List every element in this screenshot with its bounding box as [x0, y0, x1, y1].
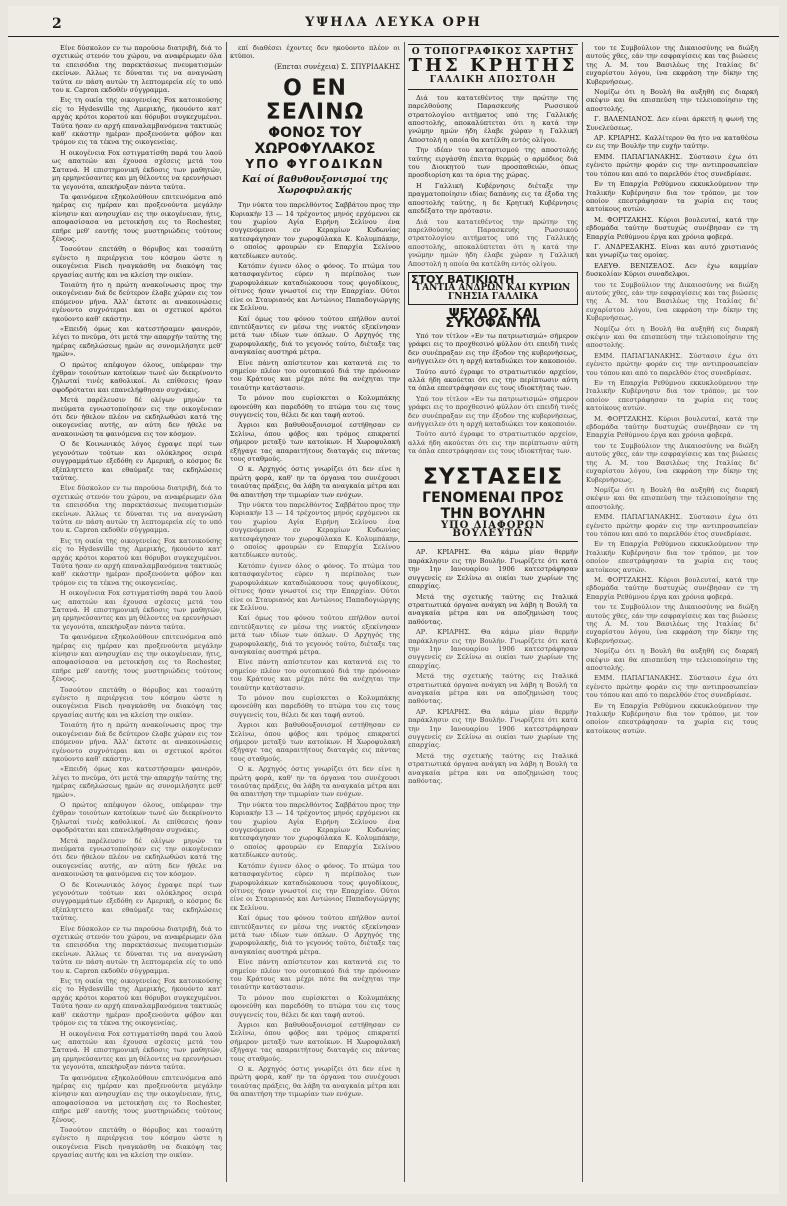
column-divider	[582, 42, 583, 1182]
article-paragraph: Άγριοι και βαθυθουξονισμοί εστήθησαν εν Σελίνω, όπου φόβος και τρόμος επικρατεί σήμερον μεταξύ των κατοίκων. Η Χωροφυλακή εξήγαγε τας απαραιτήτους διαταγάς εις πάντας τους σταθμούς.	[230, 1021, 400, 1063]
article-paragraph: Ο κ. Αρχηγός όστις γνωρίζει ότι δεν είνε η πρώτη φορά, καθ' ην τα όργανα του συνέχουσι τοιαύτας πράξεις, θα λάβη τα αναγκαία μέτρα και θα απαιτήση την τιμωρίαν των ενόχων.	[230, 765, 400, 799]
article-paragraph: ΑΡ. ΚΡΙΑΡΗΣ. Θα κάμω μίαν θερμήν παράκλησιν εις την Βουλήν. Γνωρίζετε ότι κατά την 1ην Ιανουαρίου 1906 κατεστράφησαν συγγενείς εν Σελίνω αι οικίαι των χωρίων της επαρχίας.	[408, 628, 578, 670]
article-paragraph: Μετά παρέλευσιν δέ ολίγων μηνών τα πνεύματα εγνωστοποίησαν εις την οικογένειαν ότι δεν ήθελον πλέον να εκδηλωθώσι κατά της οικογενείας αυτής, αν αύτη δεν ήθελε να ανακοινώση τα φαινόμενα εις τον κόσμον.	[52, 836, 222, 879]
advertisement-box	[408, 272, 578, 305]
article-paragraph: Το μόνον που ευρίσκεται ο Κολυμπάκης εφονεύθη και παρεδόθη το πτώμα του εις τους συγγενείς του, θέλει δε και ταφή αυτού.	[230, 993, 400, 1019]
column-4	[586, 44, 758, 1184]
article-paragraph: Είνε πάντη απίστευτον και καταντά εις το σημείον πλέον του ουτοπικού διά την πρόνοιαν του Κράτους και μέχρι πότε θα ανέχηται την τοιαύτην κατάστασιν.	[230, 358, 400, 392]
article-paragraph: Εν τη Επαρχία Ρεθύμνου εκκυκλούμενον την Ιταλικήν Κυβέρνησιν δια τον τρόπον, με τον οποίον επεστράφησαν τα χωρία εις τους κατοίκους αυτών.	[586, 379, 758, 413]
headline-fygodikon: ΥΠΟ ΦΥΓΟΔΙΚΩΝ	[245, 157, 385, 172]
ad-shop-name: ΣΤΟΥ ΒΑΤΙΚΙΩΤΗ	[411, 272, 515, 286]
article-paragraph: Τούτο αυτό έγραφε το στρατιωτικόν αρχείον, αλλά ήδη ακούεται ότι εις την περίπτωσιν αύτη τα όπλα επεστράφησαν εις τους ιδιοκτήτας των.	[408, 430, 578, 456]
article-paragraph: Νομίζω ότι η Βουλή θα αυξηθή εις διαρκή σκέψιν και θα επισπεύση την τελειοποίησιν της αποστολής.	[586, 88, 758, 113]
article-paragraph: Τα φαινόμενα εξηκολούθουν επιτεινόμενα από ημέρας εις ημέραν και προξενούντα μεγάλην κίνησιν και ανησυχίαν εις την οικογένειαν, ήτις, αποφασίσασα να μετοικήση εις το Rochester, επήρε μεθ' εαυτής τους μυστηριώδεις τούτους ξένους.	[52, 633, 222, 684]
article-paragraph: Το μόνον που ευρίσκεται ο Κολυμπάκης εφονεύθη και παρεδόθη το πτώμα του εις τους συγγενείς του, θέλει δε και ταφή αυτού.	[230, 693, 400, 719]
article-paragraph: Νομίζω ότι η Βουλή θα αυξηθή εις διαρκή σκέψιν και θα επισπεύση την τελειοποίησιν της αποστολής.	[586, 647, 758, 673]
headline-galliki: ΓΑΛΛΙΚΗ ΑΠΟΣΤΟΛΗ	[429, 75, 557, 86]
article-paragraph: «Επειδή όμως και κατεστήσαμεν φανερόν, λέγει το πνεύμα, ότι μετά την απαρχήν ταύτης της ημέρας εκδηλώσεως ημών ας συνομιλήσητε μεθ' ημών».	[52, 325, 222, 359]
article-paragraph: Υπό τον τίτλον «Εν τω πατριωτισμώ» σήμερον γράφει εις το προχθεσινό φύλλον ότι επειδή τινές δεν συνέπραξαν εις την έξοδον της κυβερνήσεως, ανήγγειλεν ότι η αρχή καταδιώκει τον κακοποιόν.	[408, 331, 578, 366]
article-paragraph: ΑΡ. ΚΡΙΑΡΗΣ. Καλλίτερον θα ήτο να καταθέσω εν εις την Βουλήν την ευχήν ταύτην.	[586, 134, 758, 151]
article-paragraph: Άγριοι και βαθυθουξονισμοί εστήθησαν εν Σελίνω, όπου φόβος και τρόμος επικρατεί σήμερον μεταξύ των κατοίκων. Η Χωροφυλακή εξήγαγε τας απαραιτήτους διαταγάς εις πάντας τους σταθμούς.	[230, 721, 400, 763]
article-paragraph: Τα φαινόμενα εξηκολούθουν επιτεινόμενα από ημέρας εις ημέραν και προξενούντα μεγάλην κίνησιν και ανησυχίαν εις την οικογένειαν, ήτις, αποφασίσασα να μετοικήση εις το Rochester, επήρε μεθ' εαυτής τους μυστηριώδεις τούτους ξένους.	[52, 1073, 222, 1124]
headline-pseudos: ΨΕΥΔΟΣ ΚΑΙ ΣΥΚΟΦΑΝΤΙΑ	[445, 307, 541, 331]
article-paragraph: Ο κ. Αρχηγός όστις γνωρίζει ότι δεν είνε η πρώτη φορά, καθ' ην τα όργανα του συνέχουσι τοιαύτας πράξεις, θα λάβη τα αναγκαία μέτρα και θα απαιτήση την τιμωρίαν των ενόχων.	[230, 465, 400, 499]
article-paragraph: Ο πρώτος απέφυγον όλους, υπέφεραν την έχθραν τοιούτων κατοίκων τωνέ ών διεκρίνοντο ζηλωταί τινές καθολικοί. Αι επίθεσεις ήσαν σφοδρόταται και επανελήφθησαν συχνάκις.	[52, 800, 222, 835]
article-paragraph: Τοσούτον επετάθη ο θόρυβος και τοσαύτη εγένετο η περιέργεια του κόσμου ώστε η οικογένεια Fisch ηναγκάσθη να διακόψη τας εργασίας αυτής και να κλείση την οικίαν.	[52, 685, 222, 719]
subheadline: Καί οί βαθυθουξονισμοί της Χωροφυλακής	[242, 175, 388, 197]
article-paragraph: Ο πρώτος απέφυγον όλους, υπέφεραν την έχθραν τοιούτων κατοίκων τωνέ ών διεκρίνοντο ζηλωταί τινές καθολικοί. Αι επίθεσεις ήσαν σφοδρόταται και επανελήφθησαν συχνάκις.	[52, 360, 222, 394]
article-paragraph: ΕΜΜ. ΠΑΠΑΓΙΑΝΑΚΗΣ. Σύστασιν έχω ότι εγένετο πρώτην φοράν εις την αντιπροσωπείαν του τόπου και από το παρελθόν έτος συνεδρίασε.	[586, 513, 758, 538]
article-paragraph: Τοιαύτη ήτο η πρώτη ανακοίνωσις προς την οικογένειαν διά δε δεύτερον έλαβε χώραν εις τον επόμενον μήνα. Άλλ' έκτοτε αι ανακοινώσεις εγένοντο συχνότεραι και οι σχετικοί κρότοι ηκούοντο καθ' εκάστην.	[52, 721, 222, 763]
article-paragraph: Τοσούτον επετάθη ο θόρυβος και τοσαύτη εγένετο η περιέργεια του κόσμου ώστε η οικογένεια Fisch ηναγκάσθη να διακόψη τας εργασίας αυτής και να κλείση την οικίαν.	[52, 1125, 222, 1160]
column-2	[230, 44, 400, 1184]
article-paragraph: τον τε Συμβούλιον της Δικαιοσύνης να διώξη αυτούς χθες, εάν την εσφραγίσεις και τας βιώσεις της Α. Μ. του Βασιλέως της Ιταλίας δι' ευχαρίστου λόγου, ίνα εκφράση την δίκην της Κυβερνήσεως.	[586, 603, 758, 645]
headline-systaseis: ΣΥΣΤΑΣΕΙΣ	[422, 464, 564, 490]
paper-title: ΥΨΗΛΑ ΛΕΥΚΑ ΟΡΗ	[305, 15, 482, 30]
article-paragraph: Μετά παρέλευσιν δέ ολίγων μηνών τα πνεύματα εγνωστοποίησαν εις την οικογένειαν ότι δεν ήθελον πλέον να εκδηλωθώσι κατά της οικογενείας αυτής, αν αύτη δεν ήθελε να ανακοινώση τα φαινόμενα εις τον κόσμον.	[52, 396, 222, 438]
article-paragraph: ΕΜΜ. ΠΑΠΑΓΙΑΝΑΚΗΣ. Σύστασιν έχω ότι εγένετο πρώτην φοράν εις την αντιπροσωπείαν του τόπου και από το παρελθόν έτος συνεδρίασε.	[586, 152, 758, 178]
newspaper-page	[8, 6, 779, 1194]
article-paragraph: Η οικογένεια Fox εστιγματίσθη παρά του λαού ως απατεών και έχουσα σχέσεις μετά του Σατανά. Η επιστημονική έκδοσις των μαθητών, μη ερμηνεύσαντες και μη θέλοντες να ερευνήσωσι τα γεγονότα, απεκήρυξαν πάντα ταύτα.	[52, 148, 222, 191]
headline-box	[408, 44, 578, 90]
article-signature: (Επεται συνέχεια) Σ. ΣΠΥΡΙΔΑΚΗΣ	[274, 62, 400, 71]
article-paragraph: ΕΜΜ. ΠΑΠΑΓΙΑΝΑΚΗΣ. Σύστασιν έχω ότι εγένετο πρώτην φοράν εις την αντιπροσωπείαν του τόπου και από το παρελθόν έτος συνεδρίασε.	[586, 351, 758, 377]
article-paragraph: Μετά της σχετικής ταύτης εις Ιταλικά στρατιωτικά όργανα ανάγκη να λάβη η Βουλή τα αναγκαία μέτρα και να αποζημιώση τους παθόντας.	[408, 592, 578, 626]
article-paragraph: ΕΜΜ. ΠΑΠΑΓΙΑΝΑΚΗΣ. Σύστασιν έχω ότι εγένετο πρώτην φοράν εις την αντιπροσωπείαν του τόπου και από το παρελθόν έτος συνεδρίασε.	[586, 674, 758, 700]
article-paragraph: Τοσούτον επετάθη ο θόρυβος και τοσαύτη εγένετο η περιέργεια του κόσμου ώστε η οικογένεια Fisch ηναγκάσθη να διακόψη τας εργασίας αυτής και να κλείση την οικίαν.	[52, 245, 222, 279]
article-paragraph: Η οικογένεια Fox εστιγματίσθη παρά του λαού ως απατεών και έχουσα σχέσεις μετά του Σατανά. Η επιστημονική έκδοσις των μαθητών, μη ερμηνεύσαντες και μη θέλοντες να ερευνήσωσι τα γεγονότα, απεκήρυξαν πάντα ταύτα.	[52, 589, 222, 631]
headline-selino: Ο ΕΝ ΣΕΛΙΝΩ	[265, 76, 365, 126]
headline-kritis: ΤΗΣ ΚΡΗΤΗΣ	[408, 55, 578, 77]
article-paragraph: Διά του κατατεθέντος την πρώτην της παρελθούσης Παρασκευής Ρωσσικού στρατολογίου αιτήματος υπό της Γαλλικής αποστολής, αποκαλύπτεται ότι η κατά την γνώμην ημών ήδη έλαβε χώραν η Γαλλική Αποστολή η οποία θα κατέλθη εντός ολίγου.	[408, 93, 578, 144]
article-paragraph: Γ. ΑΝΔΡΕΣΑΚΗΣ. Είναι και αυτό χριστιανός και γνωρίζω τας ομοίας.	[586, 242, 758, 260]
article-paragraph: Τα φαινόμενα εξηκολούθουν επιτεινόμενα από ημέρας εις ημέραν και προξενούντα μεγάλην κίνησιν και ανησυχίαν εις την οικογένειαν, ήτις, αποφασίσασα να μετοικήση εις το Rochester, επήρε μεθ' εαυτής τους μυστηριώδεις τούτους ξένους.	[52, 192, 222, 243]
headline-topografikos: Ο ΤΟΠΟΓΡΑΦΙΚΟΣ ΧΑΡΤΗΣ	[411, 47, 575, 57]
article-paragraph: Είνε δύσκολον εν τω παρούσω διατριβή, διά το σχετικώς στενόν του χώρου, να αναφέρωμεν όλα τα επεισόδια της παρεκτάσεως πνευματισμών εκείνων. Άλλως τε δύναται τις να αναγνώση ταύτα εν πάση αυτών τη λεπτομερεία είς το υπό του κ. Capron εκδοθέν σύγγραμμα.	[52, 44, 222, 95]
article-paragraph: Υπό τον τίτλον «Εν τω πατριωτισμώ» σήμερον γράφει εις το προχθεσινό φύλλον ότι επειδή τινές δεν συνέπραξαν εις την έξοδον της κυβερνήσεως, ανήγγειλεν ότι η αρχή καταδιώκει τον κακοποιόν.	[408, 394, 578, 429]
article-paragraph: Η οικογένεια Fox εστιγματίσθη παρά του λαού ως απατεών και έχουσα σχέσεις μετά του Σατανά. Η επιστημονική έκδοσις των μαθητών, μη ερμηνεύσαντες και μη θέλοντες να ερευνήσωσι τα γεγονότα, απεκήρυξαν πάντα ταύτα.	[52, 1029, 222, 1072]
column-1	[52, 44, 222, 1184]
article-paragraph: ΑΡ. ΚΡΙΑΡΗΣ. Θα κάμω μίαν θερμήν παράκλησιν εις την Βουλήν. Γνωρίζετε ότι κατά την 1ην Ιανουαρίου 1906 κατεστράφησαν συγγενείς εν Σελίνω αι οικίαι των χωρίων της επαρχίας.	[408, 707, 578, 750]
article-paragraph: Κατόπιν έγινεν όλος ο φόνος. Το πτώμα του κατασφαγέντος εύρεν η περίπολος των χωροφυλάκων καταδιώκουσα τους φυγοδίκους, οίτινες ήσαν γνωστοί εις την Επαρχίαν. Ούτοι είνε οι Σταυριανός και Αντώνιος Παπαδογιώργης εκ Σελίνου.	[230, 561, 400, 612]
article-paragraph: Ο δε Κοινωνικός λόγος έγραψε περί των γεγονότων τούτων και ολόκληρος σειρά συγγραμμάτων εξεδόθη εν Αμερική, ο κόσμος δε εξέπληττετο και εθαύμαζε τας εκδηλώσεις ταύτας.	[52, 880, 222, 923]
column-divider	[404, 42, 405, 1182]
article-paragraph: Εν τη Επαρχία Ρεθύμνου εκκυκλούμενον την Ιταλικήν Κυβέρνησιν δια τον τρόπον, με τον οποίον επεστράφησαν τα χωρία εις τους κατοίκους αυτών.	[586, 180, 758, 214]
article-paragraph: Τούτο αυτό έγραφε το στρατιωτικόν αρχείον, αλλά ήδη ακούεται ότι εις την περίπτωσιν αύτη τα όπλα επεστράφησαν εις τους ιδιοκτήτας των.	[408, 367, 578, 393]
article-paragraph: Ο δε Κοινωνικός λόγος έγραψε περί των γεγονότων τούτων και ολόκληρος σειρά συγγραμμάτων εξεδόθη εν Αμερική, ο κόσμος δε εξέπληττετο και εθαύμαζε τας εκδηλώσεις ταύτας.	[52, 440, 222, 482]
article-paragraph: Ο κ. Αρχηγός όστις γνωρίζει ότι δεν είνε η πρώτη φορά, καθ' ην τα όργανα του συνέχουσι τοιαύτας πράξεις, θα λάβη τα αναγκαία μέτρα και θα απαιτήση την τιμωρίαν των ενόχων.	[230, 1065, 400, 1099]
article-paragraph: Καί όμως του φόνου τούτου επήλθον αυτοί επιτεύξαντες εν μέσω της νυκτός εξεκίνησαν μετά των ιδίων των όπλων. Ο Αρχηγός της χωροφυλακής, διά το γεγονός τούτο, διέταξε τας αναγκαίας αυστηρά μέτρα.	[230, 914, 400, 956]
article-paragraph: ΕΛΕΥΘ. ΒΕΝΙΖΕΛΟΣ. Δεν έχω καμμίαν δυσκολίαν Κύριοι συναδελφοι.	[586, 261, 758, 279]
article-paragraph: τον τε Συμβούλιον της Δικαιοσύνης να διώξη αυτούς χθες, εάν την εσφραγίσεις και τας βιώσεις της Α. Μ. του Βασιλέως της Ιταλίας δι' ευχαρίστου λόγου, ίνα εκφράση την δίκην της Κυβερνήσεως.	[586, 44, 758, 86]
article-paragraph: Εις τη οικία της οικογενείας Fox κατοικούσης είς το Hydesville της Αμερικής, ήκουόντο κατ' αρχάς κρότοι κορατού και θόρυβοι συγκεχυμένοι. Ταύτα ήσαν εν αρχή επαναλαμβανόμενα τακτικώς καθ' εκάστην ημέραν πρoξενούντα φόβον και τρόμον εις τα τέκνα της οικογενείας.	[52, 977, 222, 1028]
article-paragraph: Νομίζω ότι η Βουλή θα αυξηθή εις διαρκή σκέψιν και θα επισπεύση την τελειοποίησιν της αποστολής.	[586, 485, 758, 511]
article-paragraph: Τοιαύτη ήτο η πρώτη ανακοίνωσις προς την οικογένειαν διά δε δεύτερον έλαβε χώραν εις τον επόμενον μήνα. Άλλ' έκτοτε αι ανακοινώσεις εγένοντο συχνότεραι και οι σχετικοί κρότοι ηκούοντο καθ' εκάστην.	[52, 280, 222, 323]
article-paragraph: τον τε Συμβούλιον της Δικαιοσύνης να διώξη αυτούς χθες, εάν την εσφραγίσεις και τας βιώσεις της Α. Μ. του Βασιλέως της Ιταλίας δι' ευχαρίστου λόγου, ίνα εκφράση την δίκην της Κυβερνήσεως.	[586, 441, 758, 484]
article-paragraph: τον τε Συμβούλιον της Δικαιοσύνης να διώξη αυτούς χθες, εάν την εσφραγίσεις και τας βιώσεις της Α. Μ. του Βασιλέως της Ιταλίας δι' ευχαρίστου λόγου, ίνα εκφράση την δίκην της Κυβερνήσεως.	[586, 280, 758, 323]
article-paragraph: Νομίζω ότι η Βουλή θα αυξηθή εις διαρκή σκέψιν και θα επισπεύση την τελειοποίησιν της αποστολής.	[586, 324, 758, 350]
article-paragraph: Μ. ΦΟΡΤΖΑΚΗΣ. Κύριοι βουλευταί, κατά την εβδομάδα ταύτην δυστυχώς συνέβησαν εν τη Επαρχία Ρεθύμνου έργα και χρόνια φοβερά.	[586, 414, 758, 440]
article-paragraph: Είνε πάντη απίστευτον και καταντά εις το σημείον πλέον του ουτοπικού διά την πρόνοιαν του Κράτους και μέχρι πότε θα ανέχηται την τοιαύτην κατάστασιν.	[230, 658, 400, 692]
article-paragraph: Μ. ΦΟΡΤΖΑΚΗΣ. Κύριοι βουλευταί, κατά την εβδομάδα ταύτην δυστυχώς συνέβησαν εν τη Επαρχία Ρεθύμνου έργα και χρόνια φοβερά.	[586, 215, 758, 241]
article-paragraph: Μ. ΦΟΡΤΖΑΚΗΣ. Κύριοι βουλευταί, κατά την εβδομάδα ταύτην δυστυχώς συνέβησαν εν τη Επαρχία Ρεθύμνου έργα και χρόνια φοβερά.	[586, 575, 758, 601]
article-paragraph: Μετά της σχετικής ταύτης εις Ιταλικά στρατιωτικά όργανα ανάγκη να λάβη η Βουλή τα αναγκαία μέτρα και να αποζημιώση τους παθόντας.	[408, 672, 578, 706]
article-paragraph: ΑΡ. ΚΡΙΑΡΗΣ. Θα κάμω μίαν θερμήν παράκλησιν εις την Βουλήν. Γνωρίζετε ότι κατά την 1ην Ιανουαρίου 1906 κατεστράφησαν συγγενείς εν Σελίνω αι οικίαι των χωρίων της επαρχίας.	[408, 548, 578, 591]
headline-fonos: ΦΟΝΟΣ ΤΟΥ ΧΩΡΟΦΥΛΑΚΟΣ	[254, 125, 376, 158]
article-paragraph: Την νύκτα του παρελθόντος Σαββάτου προς την Κυριακήν 13 — 14 τρέχοντος μηνός ερχόμενοι εκ του χωρίου Αγία Ειρήνη Σελίνου ένα συγγενόμενοι εν Κεραμίων Κυδωνίας κατεσφάγησαν τον χωροφύλακα Κ. Κολυμπάκην, ο οποίος φρουρών εν Επαρχία Σελίνου κατεδίωκεν αυτούς.	[230, 501, 400, 560]
article-paragraph: Διά του κατατεθέντος την πρώτην της παρελθούσης Παρασκευής Ρωσσικού στρατολογίου αιτήματος υπό της Γαλλικής αποστολής, αποκαλύπτεται ότι η κατά την γνώμην ημών ήδη έλαβε χώραν η Γαλλική Αποστολή η οποία θα κατέλθη εντός ολίγου.	[408, 217, 578, 268]
article-paragraph: Την νύκτα του παρελθόντος Σαββάτου προς την Κυριακήν 13 — 14 τρέχοντος μηνός ερχόμενοι εκ του χωρίου Αγία Ειρήνη Σελίνου ένα συγγενόμενοι εν Κεραμίων Κυδωνίας κατεσφάγησαν τον χωροφύλακα Κ. Κολυμπάκην, ο οποίος φρουρών εν Επαρχία Σελίνου κατεδίωκεν αυτούς.	[230, 800, 400, 860]
headline-genomenai: ΓΕΝΟΜΕΝΑΙ ΠΡΟΣ ΤΗΝ ΒΟΥΛΗΝ	[422, 489, 564, 522]
article-paragraph: Εις τη οικία της οικογενείας Fox κατοικούσης είς το Hydesville της Αμερικής, ήκουόντο κατ' αρχάς κρότοι κορατού και θόρυβοι συγκεχυμένοι. Ταύτα ήσαν εν αρχή επαναλαμβανόμενα τακτικώς καθ' εκάστην ημέραν πρoξενούντα φόβον και τρόμον εις τα τέκνα της οικογενείας.	[52, 536, 222, 587]
article-paragraph: Καί όμως του φόνου τούτου επήλθον αυτοί επιτεύξαντες εν μέσω της νυκτός εξεκίνησαν μετά των ιδίων των όπλων. Ο Αρχηγός της χωροφυλακής, διά το γεγονός τούτο, διέταξε τας αναγκαίας αυστηρά μέτρα.	[230, 614, 400, 656]
page-number: 2	[52, 16, 62, 32]
article-paragraph: Εν τη Επαρχία Ρεθύμνου εκκυκλούμενον την Ιταλικήν Κυβέρνησιν δια τον τρόπον, με τον οποίον επεστράφησαν τα χωρία εις τους κατοίκους αυτών.	[586, 540, 758, 574]
article-paragraph: επί διαθέσει έχοντες δεν ηκούοντο πλέον οι κτύποι.	[230, 44, 400, 61]
article-paragraph: Το μόνον που ευρίσκεται ο Κολυμπάκης εφονεύθη και παρεδόθη το πτώμα του εις τους συγγενείς του, θέλει δε και ταφή αυτού.	[230, 394, 400, 419]
article-paragraph: Είνε δύσκολον εν τω παρούσω διατριβή, διά το σχετικώς στενόν του χώρου, να αναφέρωμεν όλα τα επεισόδια της παρεκτάσεως πνευματισμών εκείνων. Άλλως τε δύναται τις να αναγνώση ταύτα εν πάση αυτών τη λεπτομερεία είς το υπό του κ. Capron εκδοθέν σύγγραμμα.	[52, 484, 222, 535]
page-header	[8, 6, 779, 37]
ad-line: ΓΝΗΣΙΑ ΓΑΛΛΙΚΑ	[447, 291, 539, 302]
article-paragraph: Άγριοι και βαθυθουξονισμοί εστήθησαν εν Σελίνω, όπου φόβος και τρόμος επικρατεί σήμερον μεταξύ των κατοίκων. Η Χωροφυλακή εξήγαγε τας απαραιτήτους διαταγάς εις πάντας τους σταθμούς.	[230, 421, 400, 463]
article-paragraph: Μετά της σχετικής ταύτης εις Ιταλικά στρατιωτικά όργανα ανάγκη να λάβη η Βουλή τα αναγκαία μέτρα και να αποζημιώση τους παθόντας.	[408, 751, 578, 786]
article-paragraph: Εν τη Επαρχία Ρεθύμνου εκκυκλούμενον την Ιταλικήν Κυβέρνησιν δια τον τρόπον, με τον οποίον επεστράφησαν τα χωρία εις τους κατοίκους αυτών.	[586, 701, 758, 735]
article-paragraph: Κατόπιν έγινεν όλος ο φόνος. Το πτώμα του κατασφαγέντος εύρεν η περίπολος των χωροφυλάκων καταδιώκουσα τους φυγοδίκους, οίτινες ήσαν γνωστοί εις την Επαρχίαν. Ούτοι είνε οι Σταυριανός και Αντώνιος Παπαδογιώργης εκ Σελίνου.	[230, 262, 400, 313]
article-paragraph: Είνε δύσκολον εν τω παρούσω διατριβή, διά το σχετικώς στενόν του χώρου, να αναφέρωμεν όλα τα επεισόδια της παρεκτάσεως πνευματισμών εκείνων. Άλλως τε δύναται τις να αναγνώση ταύτα εν πάση αυτών τη λεπτομερεία είς το υπό του κ. Capron εκδοθέν σύγγραμμα.	[52, 924, 222, 975]
ad-line: ΓΑΝΤΙΑ ΑΝΔΡΩΝ ΚΑΙ ΚΥΡΙΩΝ	[415, 283, 571, 294]
article-paragraph: Την ιδέαν του καταρτισμού της αποστολής ταύτης ειργάσθη έπειτα θερμώς ο αρμόδιος διά του Διοικητού των προσπαθειών, όπως προσδιορίση και τα όρια της χώρας.	[408, 146, 578, 180]
article-paragraph: Κατόπιν έγινεν όλος ο φόνος. Το πτώμα του κατασφαγέντος εύρεν η περίπολος των χωροφυλάκων καταδιώκουσα τους φυγοδίκους, οίτινες ήσαν γνωστοί εις την Επαρχίαν. Ούτοι είνε οι Σταυριανός και Αντώνιος Παπαδογιώργης εκ Σελίνου.	[230, 861, 400, 912]
column-divider	[226, 42, 227, 1182]
headline-diaforon: ΥΠΟ ΔΙΑΦΟΡΩΝ ΒΟΥΛΕΥΤΩΝ	[408, 522, 578, 543]
article-paragraph: Η Γαλλική Κυβέρνησις διέταξε την πραγματοποίησιν ιδίας δαπάνης εις τα έξοδα της αποστολής ταύτης, η δε Κρητική Κυβέρνησις απεδέξατο την πρότασιν.	[408, 181, 578, 216]
column-3	[408, 44, 578, 1184]
article-paragraph: Γ. ΒΑΛΕΝΙΑΝΟΣ. Δεν είναι άρκετή η φωνή της Συνελεύσεως.	[586, 115, 758, 132]
article-paragraph: Την νύκτα του παρελθόντος Σαββάτου προς την Κυριακήν 13 — 14 τρέχοντος μηνός ερχόμενοι εκ του χωρίου Αγία Ειρήνη Σελίνου ένα συγγενόμενοι εν Κεραμίων Κυδωνίας κατεσφάγησαν τον χωροφύλακα Κ. Κολυμπάκην, ο οποίος φρουρών εν Επαρχία Σελίνου κατεδίωκεν αυτούς.	[230, 201, 400, 260]
article-paragraph: Εις τη οικία της οικογενείας Fox κατοικούσης είς το Hydesville της Αμερικής, ήκουόντο κατ' αρχάς κρότοι κορατού και θόρυβοι συγκεχυμένοι. Ταύτα ήσαν εν αρχή επαναλαμβανόμενα τακτικώς καθ' εκάστην ημέραν πρoξενούντα φόβον και τρόμον εις τα τέκνα της οικογενείας.	[52, 96, 222, 147]
article-paragraph: Είνε πάντη απίστευτον και καταντά εις το σημείον πλέον του ουτοπικού διά την πρόνοιαν του Κράτους και μέχρι πότε θα ανέχηται την τοιαύτην κατάστασιν.	[230, 958, 400, 992]
article-paragraph: «Επειδή όμως και κατεστήσαμεν φανερόν, λέγει το πνεύμα, ότι μετά την απαρχήν ταύτης της ημέρας εκδηλώσεως ημών ας συνομιλήσητε μεθ' ημών».	[52, 765, 222, 799]
article-paragraph: Καί όμως του φόνου τούτου επήλθον αυτοί επιτεύξαντες εν μέσω της νυκτός εξεκίνησαν μετά των ιδίων των όπλων. Ο Αρχηγός της χωροφυλακής, διά το γεγονός τούτο, διέταξε τας αναγκαίας αυστηρά μέτρα.	[230, 314, 400, 357]
